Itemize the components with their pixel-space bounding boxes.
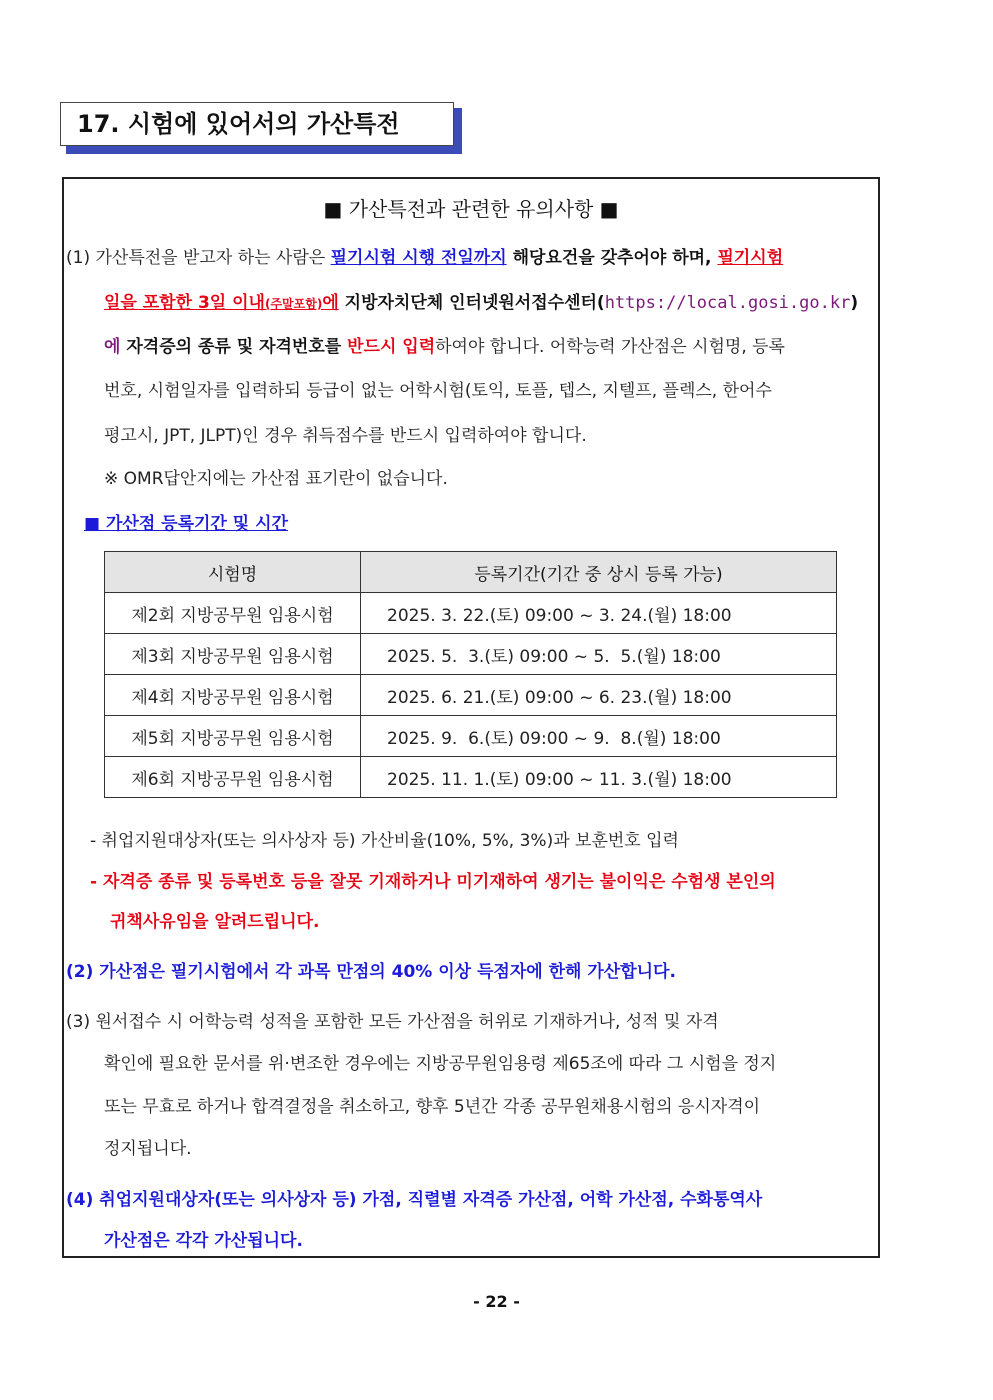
registration-heading: ■ 가산점 등록기간 및 시간 <box>84 514 288 534</box>
url-link[interactable]: https://local.gosi.go.kr <box>604 293 851 313</box>
item3-line4: 정지됩니다. <box>104 1139 192 1159</box>
registration-period: 2025. 5. 3.(토) 09:00 ~ 5. 5.(월) 18:00 <box>361 634 837 675</box>
warning-line1: - 자격증 종류 및 등록번호 등을 잘못 기재하거나 미기재하여 생기는 불이익은 수험생 본인의 <box>90 872 776 892</box>
page-number: - 22 - <box>473 1292 520 1311</box>
text-bold: 해당요건을 갖추어야 하며, <box>506 248 718 268</box>
item1-line4: 번호, 시험일자를 입력하되 등급이 없는 어학시험(토익, 토플, 텝스, 지텔프, 플렉스, 한어수 <box>104 381 772 401</box>
omr-note: ※ OMR답안지에는 가산점 표기란이 없습니다. <box>104 469 448 489</box>
exam-name: 제4회 지방공무원 임용시험 <box>105 675 361 716</box>
exam-name: 제3회 지방공무원 임용시험 <box>105 634 361 675</box>
table-row <box>105 675 837 716</box>
emphasis-deadline: 필기시험 시행 전일까지 <box>330 248 507 268</box>
emphasis-red-small: (주말포함) <box>264 297 323 311</box>
warning-line2: 귀책사유임을 알려드립니다. <box>110 912 320 932</box>
table-row <box>105 593 837 634</box>
item1-line5: 평고시, JPT, JLPT)인 경우 취득점수를 반드시 입력하여야 합니다. <box>104 426 587 446</box>
text: (1) 가산특전을 받고자 하는 사람은 <box>66 248 331 268</box>
emphasis-red: 필기시험 <box>717 248 784 268</box>
table-row <box>105 757 837 798</box>
item3-line2: 확인에 필요한 문서를 위·변조한 경우에는 지방공무원임용령 제65조에 따라 그 시험을 정지 <box>104 1054 777 1074</box>
text-bold: ) <box>850 293 859 313</box>
item4-line1: (4) 취업지원대상자(또는 의사상자 등) 가점, 직렬별 자격증 가산점, 어학 가산점, 수화통역사 <box>66 1190 763 1210</box>
emphasis-red: 반드시 입력 <box>347 337 436 357</box>
exam-name: 제5회 지방공무원 임용시험 <box>105 716 361 757</box>
emphasis-red: 일을 포함한 3일 이내 <box>104 293 265 313</box>
notice-frame <box>62 177 880 1258</box>
text-bold: 지방자치단체 인터넷원서접수센터( <box>338 293 605 313</box>
section-title-box <box>60 102 458 149</box>
item4-line2: 가산점은 각각 가산됩니다. <box>104 1231 303 1251</box>
text-purple: 에 <box>104 337 121 357</box>
text-bold: 자격증의 종류 및 자격번호를 <box>120 337 348 357</box>
notice-heading: ■ 가산특전과 관련한 유의사항 ■ <box>323 197 619 221</box>
column-header-exam: 시험명 <box>105 552 361 593</box>
item3-line3: 또는 무효로 하거나 합격결정을 취소하고, 향후 5년간 각종 공무원채용시험의 응시자격이 <box>104 1097 761 1117</box>
emphasis-red: 에 <box>322 293 339 313</box>
item1-line2 <box>104 288 858 313</box>
registration-period: 2025. 11. 1.(토) 09:00 ~ 11. 3.(월) 18:00 <box>361 757 837 798</box>
registration-period: 2025. 6. 21.(토) 09:00 ~ 6. 23.(월) 18:00 <box>361 675 837 716</box>
registration-period: 2025. 9. 6.(토) 09:00 ~ 9. 8.(월) 18:00 <box>361 716 837 757</box>
item1-line1 <box>66 243 783 268</box>
table-row <box>105 634 837 675</box>
registration-table <box>104 551 837 798</box>
section-title: 17. 시험에 있어서의 가산특전 <box>60 102 454 146</box>
exam-name: 제2회 지방공무원 임용시험 <box>105 593 361 634</box>
item1-line3 <box>104 332 785 357</box>
note-veteran-ratio: - 취업지원대상자(또는 의사상자 등) 가산비율(10%, 5%, 3%)과 보훈번호 입력 <box>90 831 679 851</box>
table-header-row <box>105 552 837 593</box>
registration-period: 2025. 3. 22.(토) 09:00 ~ 3. 24.(월) 18:00 <box>361 593 837 634</box>
text: 하여야 합니다. 어학능력 가산점은 시험명, 등록 <box>435 337 785 357</box>
table-row <box>105 716 837 757</box>
item2: (2) 가산점은 필기시험에서 각 과목 만점의 40% 이상 득점자에 한해 가산합니다. <box>66 962 676 982</box>
item3-line1: (3) 원서접수 시 어학능력 성적을 포함한 모든 가산점을 허위로 기재하거나, 성적 및 자격 <box>66 1012 719 1032</box>
column-header-period: 등록기간(기간 중 상시 등록 가능) <box>361 552 837 593</box>
exam-name: 제6회 지방공무원 임용시험 <box>105 757 361 798</box>
